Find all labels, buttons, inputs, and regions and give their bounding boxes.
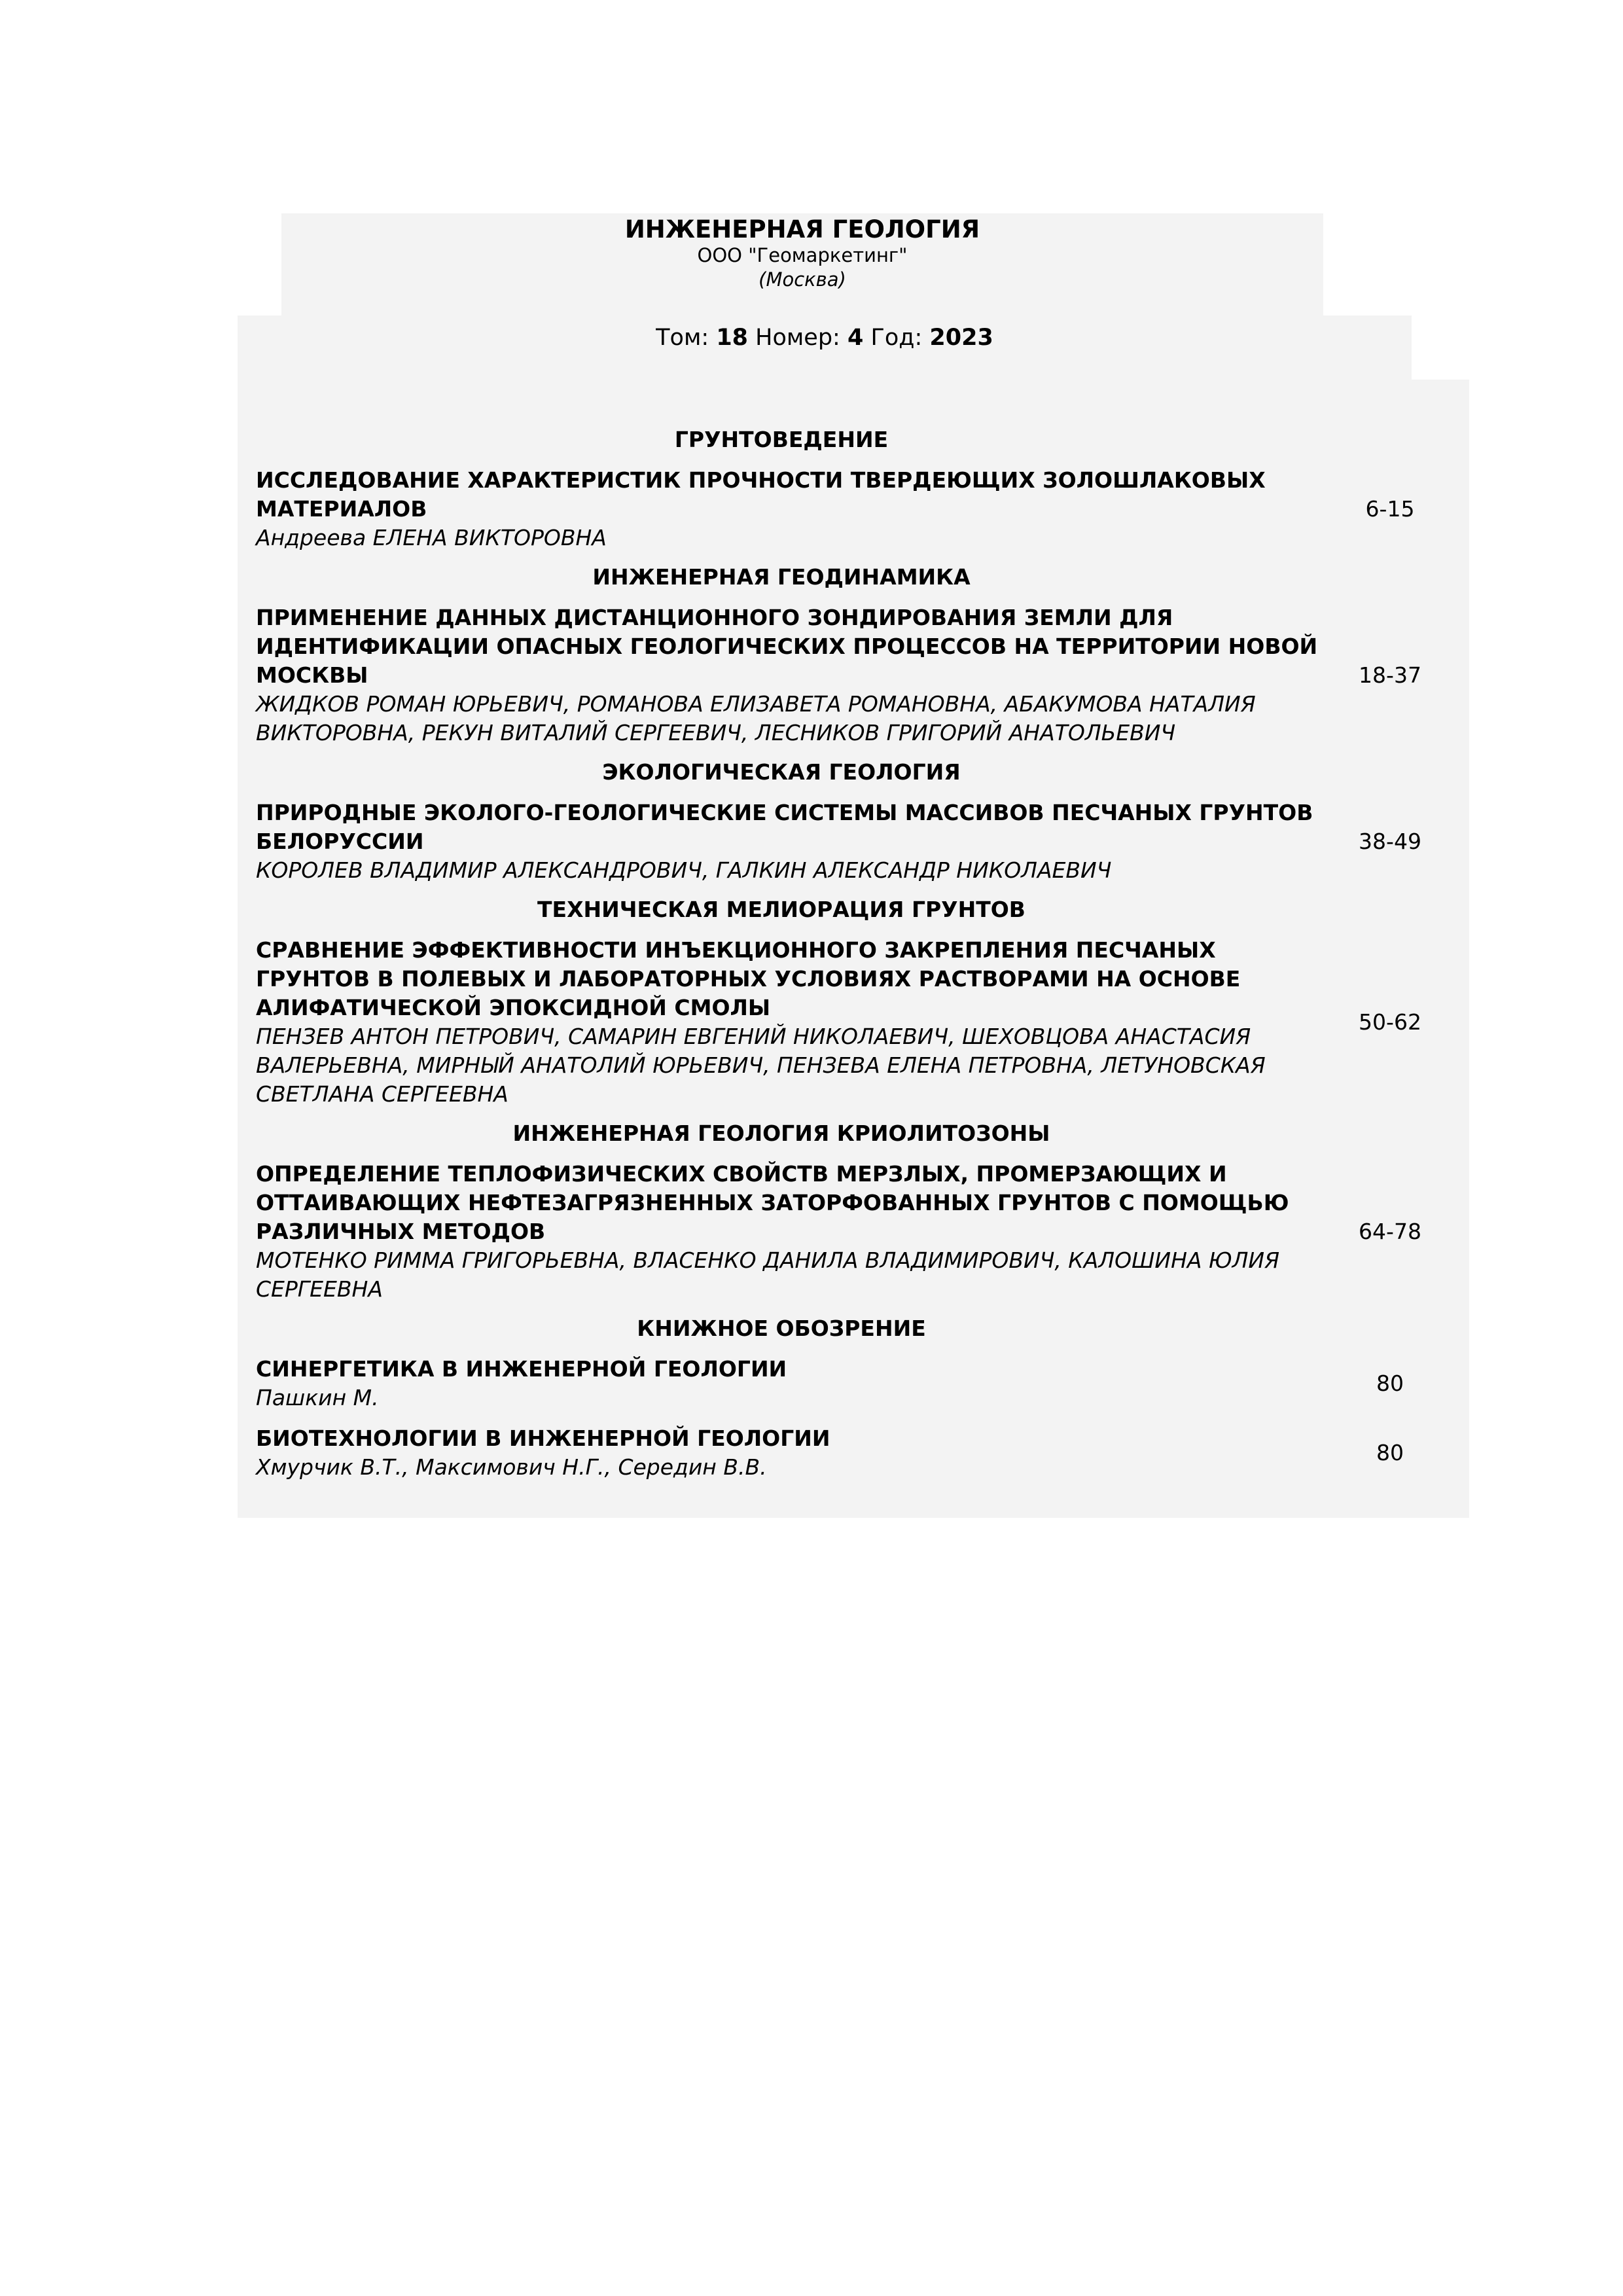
section-heading: ИНЖЕНЕРНАЯ ГЕОДИНАМИКА [592,564,971,590]
toc-article [256,798,1451,885]
article-pages: 64-78 [1359,1219,1421,1244]
toc-section [256,1314,1451,1482]
article-authors: КОРОЛЕВ ВЛАДИМИР АЛЕКСАНДРОВИЧ, ГАЛКИН АЛЕКСАНДР НИКОЛАЕВИЧ [256,857,1112,883]
article-title[interactable]: СИНЕРГЕТИКА В ИНЖЕНЕРНОЙ ГЕОЛОГИИ [256,1356,787,1382]
article-pages: 38-49 [1359,829,1421,854]
number-value: 4 [847,325,864,351]
article-title[interactable]: ОПРЕДЕЛЕНИЕ ТЕПЛОФИЗИЧЕСКИХ СВОЙСТВ МЕРЗЛЫХ, ПРОМЕРЗАЮЩИХ И ОТТАИВАЮЩИХ НЕФТЕЗАГРЯЗНЕННЫХ ЗАТОРФОВАННЫХ ГРУНТОВ С ПОМОЩЬЮ РАЗЛИЧНЫХ МЕТОДОВ [256,1161,1289,1244]
article-body [256,603,1329,747]
article-body [256,466,1329,552]
article-pages: 6-15 [1365,496,1415,522]
section-heading: ИНЖЕНЕРНАЯ ГЕОЛОГИЯ КРИОЛИТОЗОНЫ [512,1121,1050,1146]
volume-value: 18 [716,325,749,351]
article-authors: МОТЕНКО РИММА ГРИГОРЬЕВНА, ВЛАСЕНКО ДАНИЛА ВЛАДИМИРОВИЧ, КАЛОШИНА ЮЛИЯ СЕРГЕЕВНА [256,1247,1280,1302]
toc-section [256,758,1451,885]
toc-section [256,425,1451,552]
article-title[interactable]: ПРИРОДНЫЕ ЭКОЛОГО-ГЕОЛОГИЧЕСКИЕ СИСТЕМЫ МАССИВОВ ПЕСЧАНЫХ ГРУНТОВ БЕЛОРУССИИ [256,800,1313,854]
article-body [256,1424,1329,1482]
article-authors: Пашкин М. [256,1385,379,1410]
article-body [256,1355,1329,1412]
volume-label: Том: [656,325,709,351]
article-authors: ПЕНЗЕВ АНТОН ПЕТРОВИЧ, САМАРИН ЕВГЕНИЙ НИКОЛАЕВИЧ, ШЕХОВЦОВА АНАСТАСИЯ ВАЛЕРЬЕВНА, МИРНЫЙ АНАТОЛИЙ ЮРЬЕВИЧ, ПЕНЗЕВА ЕЛЕНА ПЕТРОВНА, ЛЕТУНОВСКАЯ СВЕТЛАНА СЕРГЕЕВНА [256,1024,1266,1107]
article-pages: 80 [1376,1440,1404,1465]
article-title[interactable]: ПРИМЕНЕНИЕ ДАННЫХ ДИСТАНЦИОННОГО ЗОНДИРОВАНИЯ ЗЕМЛИ ДЛЯ ИДЕНТИФИКАЦИИ ОПАСНЫХ ГЕОЛОГИЧЕСКИХ ПРОЦЕССОВ НА ТЕРРИТОРИИ НОВОЙ МОСКВЫ [256,605,1318,688]
article-body [256,798,1329,885]
journal-city: (Москва) [758,268,846,291]
journal-publisher: ООО "Геомаркетинг" [697,244,908,266]
journal-title: ИНЖЕНЕРНАЯ ГЕОЛОГИЯ [624,215,980,243]
issue-line [238,325,1412,351]
article-body [256,936,1329,1109]
toc-article [256,1424,1451,1482]
journal-header [281,213,1323,315]
section-heading: ТЕХНИЧЕСКАЯ МЕЛИОРАЦИЯ ГРУНТОВ [537,897,1026,922]
section-heading: ЭКОЛОГИЧЕСКАЯ ГЕОЛОГИЯ [602,759,961,785]
toc-article [256,1160,1451,1304]
article-pages: 80 [1376,1371,1404,1396]
article-title[interactable]: СРАВНЕНИЕ ЭФФЕКТИВНОСТИ ИНЪЕКЦИОННОГО ЗАКРЕПЛЕНИЯ ПЕСЧАНЫХ ГРУНТОВ В ПОЛЕВЫХ И ЛАБОРАТОРНЫХ УСЛОВИЯХ РАСТВОРАМИ НА ОСНОВЕ АЛИФАТИЧЕСКОЙ ЭПОКСИДНОЙ СМОЛЫ [256,937,1241,1020]
year-value: 2023 [929,325,993,351]
number-label: Номер: [755,325,840,351]
toc-section [256,1119,1451,1304]
article-authors: Андреева ЕЛЕНА ВИКТОРОВНА [256,525,607,550]
toc-section [256,563,1451,747]
article-authors: ЖИДКОВ РОМАН ЮРЬЕВИЧ, РОМАНОВА ЕЛИЗАВЕТА РОМАНОВНА, АБАКУМОВА НАТАЛИЯ ВИКТОРОВНА, РЕКУН ВИТАЛИЙ СЕРГЕЕВИЧ, ЛЕСНИКОВ ГРИГОРИЙ АНАТОЛЬЕВИЧ [256,691,1256,745]
article-pages: 18-37 [1359,662,1421,688]
year-label: Год: [870,325,923,351]
article-title[interactable]: БИОТЕХНОЛОГИИ В ИНЖЕНЕРНОЙ ГЕОЛОГИИ [256,1426,830,1451]
toc-section [256,895,1451,1109]
article-authors: Хмурчик В.Т., Максимович Н.Г., Середин В.В. [256,1454,767,1480]
toc-list [256,425,1451,1492]
toc-article [256,603,1451,747]
article-pages: 50-62 [1359,1009,1421,1035]
section-heading: КНИЖНОЕ ОБОЗРЕНИЕ [637,1316,926,1341]
toc-article [256,466,1451,552]
toc-article [256,1355,1451,1412]
table-of-contents [238,380,1469,1518]
toc-article [256,936,1451,1109]
article-body [256,1160,1329,1304]
issue-info [238,315,1412,380]
article-title[interactable]: ИССЛЕДОВАНИЕ ХАРАКТЕРИСТИК ПРОЧНОСТИ ТВЕРДЕЮЩИХ ЗОЛОШЛАКОВЫХ МАТЕРИАЛОВ [256,467,1266,522]
section-heading: ГРУНТОВЕДЕНИЕ [674,427,889,452]
